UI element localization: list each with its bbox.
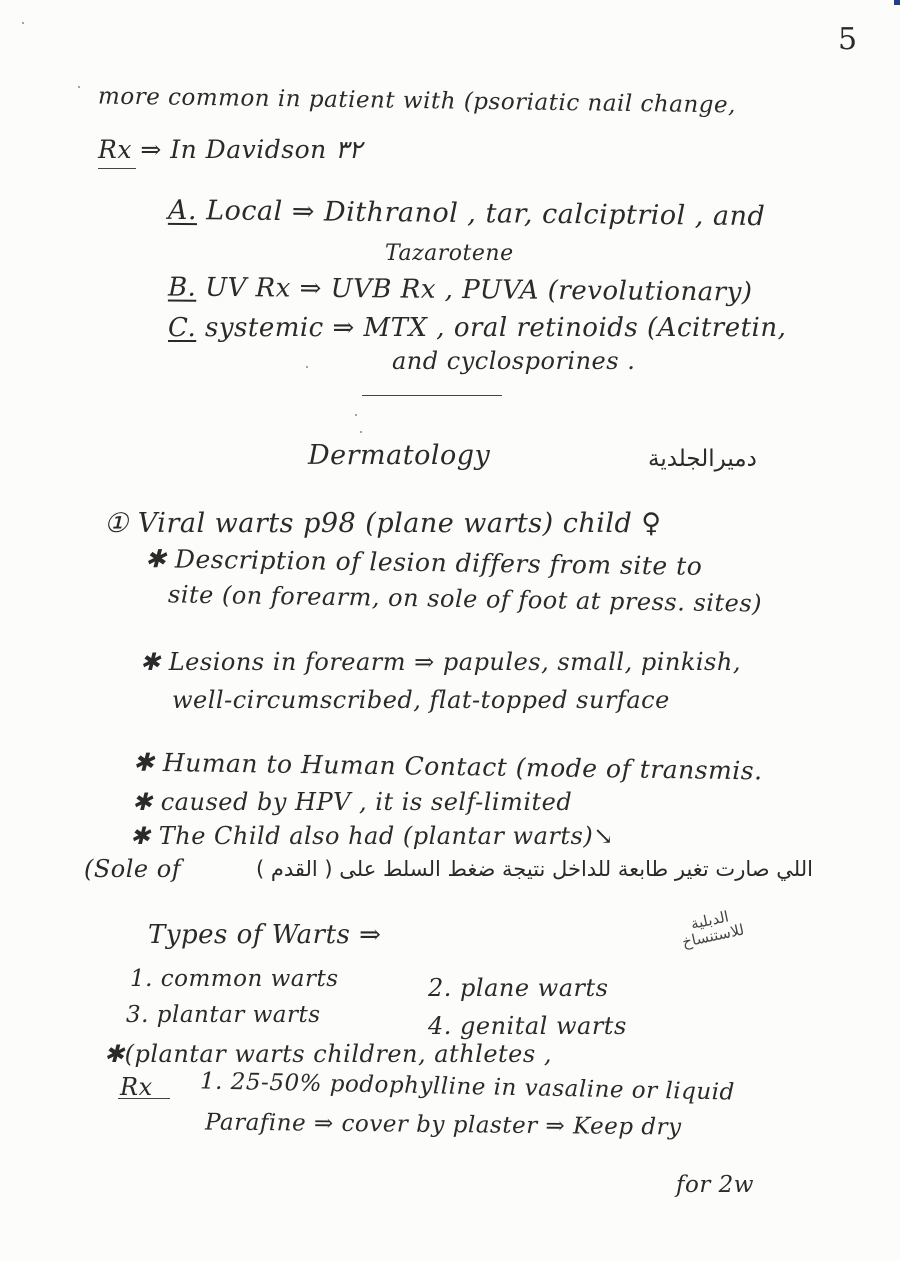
- note-line: well-circumscribed, flat-topped surface: [172, 686, 670, 714]
- paper-speck: [78, 86, 80, 88]
- paper-speck: [22, 22, 24, 24]
- note-line: [168, 313, 786, 343]
- note-line: ✱ caused by HPV , it is self-limited: [132, 788, 573, 816]
- note-line: ✱ Lesions in forearm ⇒ papules, small, pinkish,: [140, 648, 741, 676]
- note-line: Types of Warts ⇒: [148, 920, 382, 950]
- arabic-stamp: الدبلية للاستنساخ: [680, 907, 746, 952]
- note-line: 1. 25-50% podophylline in vasaline or liquid: [199, 1068, 736, 1106]
- item-text: UV Rx ⇒ UVB Rx , PUVA (revolutionary): [196, 272, 753, 308]
- underline: [98, 168, 136, 169]
- note-line: 3. plantar warts: [126, 1002, 321, 1028]
- note-line: Tazarotene: [385, 241, 514, 266]
- note-line: 2. plane warts: [428, 974, 609, 1002]
- item-letter: A.: [167, 194, 198, 227]
- note-line: (Sole of: [84, 855, 182, 883]
- note-line: for 2w: [676, 1172, 754, 1198]
- page-number: 5: [838, 22, 858, 57]
- note-line: [168, 195, 766, 232]
- item-text: systemic ⇒ MTX , oral retinoids (Acitretin,: [196, 313, 787, 343]
- note-line: [168, 272, 753, 307]
- note-line: Parafine ⇒ cover by plaster ⇒ Keep dry: [204, 1109, 682, 1141]
- note-line: Rx ⇒ In Davidson ٣٢: [98, 135, 363, 164]
- item-text: Local ⇒ Dithranol , tar, calciptriol , and: [196, 195, 766, 233]
- section-heading: Dermatology: [308, 440, 491, 471]
- section-divider: [362, 395, 502, 396]
- arabic-note-line: اللي صارت تغير طابعة للداخل نتيجة ضغط السلط على ( القدم ): [256, 857, 813, 881]
- note-line: site (on forearm, on sole of foot at press. sites): [167, 580, 763, 618]
- note-line: ✱ The Child also had (plantar warts)↘: [130, 822, 614, 850]
- note-line: ✱ Description of lesion differs from site to: [144, 544, 703, 581]
- note-line: ✱ Human to Human Contact (mode of transmis.: [132, 747, 763, 786]
- paper-speck: [355, 414, 357, 416]
- note-line: more common in patient with (psoriatic nail change,: [97, 83, 737, 119]
- note-line: Rx: [120, 1073, 153, 1101]
- item-letter: C.: [168, 313, 197, 343]
- paper-speck: [306, 366, 308, 368]
- note-line: 1. common warts: [130, 966, 339, 992]
- note-line: 4. genital warts: [428, 1012, 627, 1040]
- paper-speck: [360, 431, 362, 433]
- note-line: ① Viral warts p98 (plane warts) child ♀: [104, 508, 662, 539]
- page-edge-mark: [894, 0, 900, 5]
- item-letter: B.: [167, 272, 197, 303]
- note-line: and cyclosporines .: [392, 347, 636, 375]
- note-line: ✱(plantar warts children, athletes ,: [104, 1040, 552, 1068]
- arabic-heading: دميرالجلدية: [648, 446, 757, 472]
- underline: [118, 1098, 170, 1099]
